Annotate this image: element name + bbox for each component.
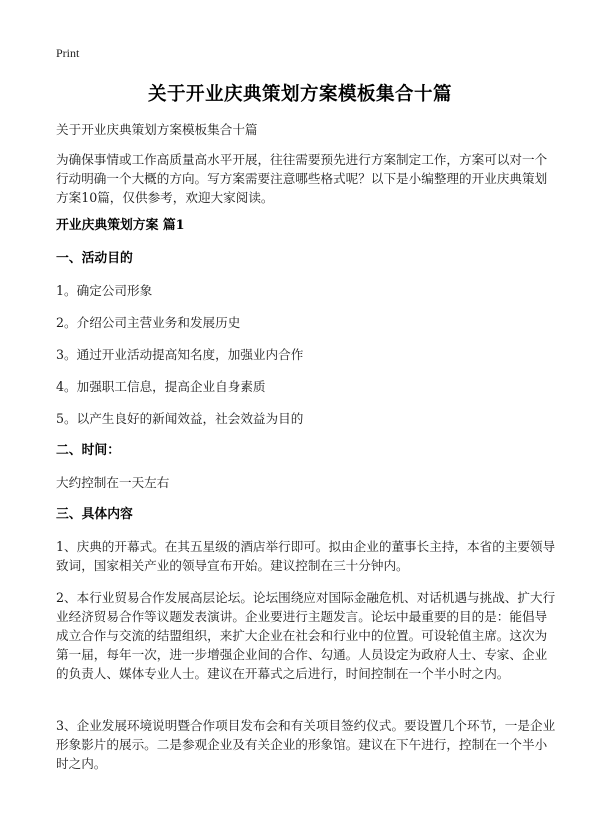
purpose-item: 5。以产生良好的新闻效益，社会效益为目的	[56, 411, 304, 426]
intro-paragraph: 为确保事情或工作高质量高水平开展，往往需要预先进行方案制定工作，方案可以对一个行动明确一个大概的方向。写方案需要注意哪些格式呢？以下是小编整理的开业庆典策划方案10篇，仅供参考，欢迎大家阅读。	[56, 152, 548, 205]
purpose-heading: 一、活动目的	[56, 251, 133, 266]
document-subtitle: 关于开业庆典策划方案模板集合十篇	[56, 122, 258, 137]
content-item: 3、企业发展环境说明暨合作项目发布会和有关项目签约仪式。要设置几个环节，一是企业形象影片的展示。二是参观企业及有关企业的形象馆。建议在下午进行，控制在一个半小时之内。	[56, 718, 556, 771]
purpose-item: 3。通过开业活动提高知名度，加强业内合作	[56, 347, 304, 362]
purpose-item: 2。介绍公司主营业务和发展历史	[56, 315, 241, 330]
time-heading: 二、时间：	[56, 443, 120, 458]
purpose-item: 1。确定公司形象	[56, 283, 153, 298]
content-item: 1、庆典的开幕式。在其五星级的酒店举行即可。拟由企业的董事长主持，本省的主要领导致词，国家相关产业的领导宣布开始。建议控制在三十分钟内。	[56, 539, 556, 573]
purpose-item: 4。加强职工信息，提高企业自身素质	[56, 379, 266, 394]
time-text: 大约控制在一天左右	[56, 475, 170, 490]
content-item: 2、本行业贸易合作发展高层论坛。论坛围绕应对国际金融危机、对话机遇与挑战、扩大行业经济贸易合作等议题发表演讲。企业要进行主题发言。论坛中最重要的目的是：能倡导成立合作与交流的结盟组织，来扩大企业在社会和行业中的位置。可设轮值主席。这次为第一届，每年一次，进一步增强企业间的合作、勾通。人员设定为政府人士、专家、企业的负责人、媒体专业人士。建议在开幕式之后进行，时间控制在一个半小时之内。	[56, 590, 556, 681]
document-title: 关于开业庆典策划方案模板集合十篇	[147, 84, 452, 105]
print-label: Print	[56, 46, 80, 60]
content-heading: 三、具体内容	[56, 507, 133, 522]
section-title: 开业庆典策划方案 篇1	[56, 218, 185, 233]
